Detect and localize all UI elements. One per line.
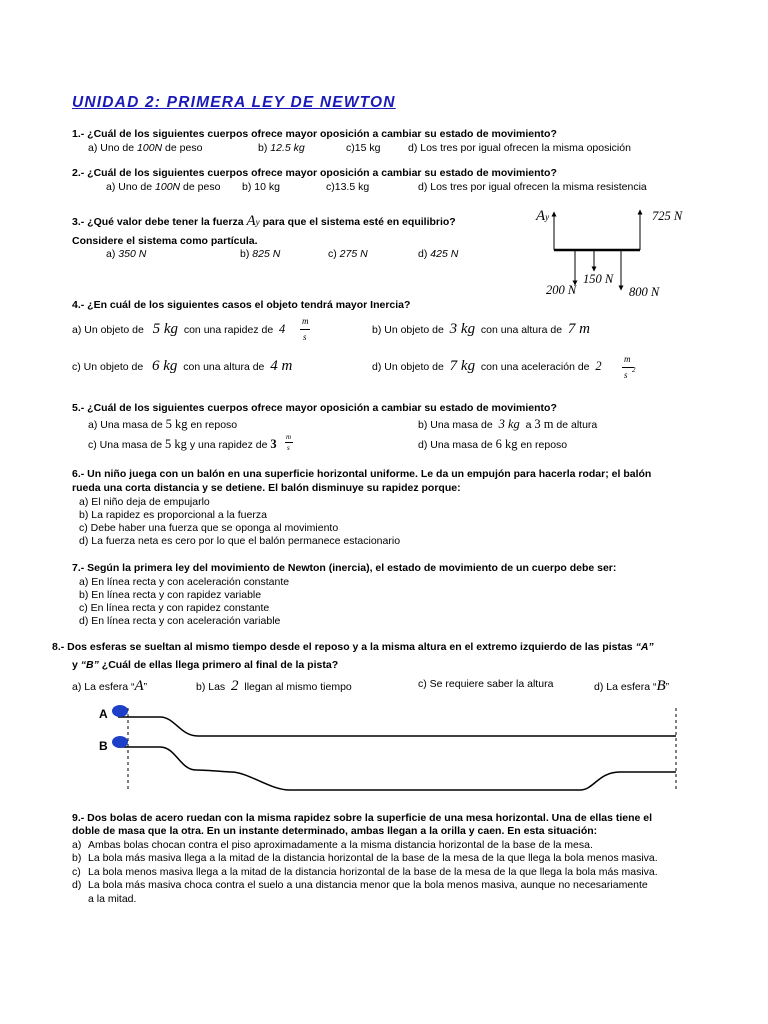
q9-option-b-letter: b) [72, 852, 82, 864]
label-150: 150 N [583, 272, 614, 286]
q2-option-a: a) Uno de 100N de peso [106, 181, 221, 193]
q4-question: 4.- ¿En cuál de los siguientes casos el objeto tendrá mayor Inercia? [72, 299, 411, 311]
label-ay: Ay [536, 208, 550, 224]
q8-option-c: c) Se requiere saber la altura [418, 678, 554, 690]
q1-option-b: b) 12.5 kg [258, 142, 305, 154]
q1-option-a: a) Uno de 100N de peso [88, 142, 203, 154]
q7-option-b: b) En línea recta y con rapidez variable [79, 589, 262, 601]
ball-a [112, 705, 128, 717]
track-b-label: B [99, 739, 108, 753]
q2-question: 2.- ¿Cuál de los siguientes cuerpos ofrece mayor oposición a cambiar su estado de movimiento? [72, 167, 557, 179]
q9-option-c-letter: c) [72, 866, 81, 878]
q9-option-a-letter: a) [72, 839, 82, 851]
q6-line2: rueda una corta distancia y se detiene. El balón disminuye su rapidez porque: [72, 482, 461, 494]
q9-option-c: La bola menos masiva llega a la mitad de la distancia horizontal de la base de la mesa de la que llega la bola más masiva. [88, 866, 658, 878]
q9-option-a: Ambas bolas chocan contra el piso aproximadamente a la misma distancia horizontal de la base de la mesa. [88, 839, 593, 851]
q3-option-a: a) 350 N [106, 248, 147, 260]
q8-option-a: a) La esfera “A” [72, 678, 148, 694]
q6-option-b: b) La rapidez es proporcional a la fuerza [79, 509, 267, 521]
q6-option-a: a) El niño deja de empujarlo [79, 496, 210, 508]
q3-option-c: c) 275 N [328, 248, 368, 260]
q8-option-b: b) Las 2 llegan al mismo tiempo [196, 678, 352, 694]
q7-option-a: a) En línea recta y con aceleración constante [79, 576, 290, 588]
q4-a-unit-num: m [302, 316, 309, 326]
q6-option-c: c) Debe haber una fuerza que se oponga al movimiento [79, 522, 339, 534]
q3-option-d: d) 425 N [418, 248, 459, 260]
q1-question: 1.- ¿Cuál de los siguientes cuerpos ofrece mayor oposición a cambiar su estado de movimiento? [72, 128, 557, 140]
q3-option-b: b) 825 N [240, 248, 281, 260]
q5-c-unit-den: s [287, 444, 290, 452]
q4-option-c: c) Un objeto de 6 kg con una altura de 4 m [72, 358, 293, 374]
q5-c-unit-num: m [286, 433, 292, 441]
q2-option-d: d) Los tres por igual ofrecen la misma resistencia [418, 181, 647, 193]
q4-d-unit-den: s [624, 370, 628, 380]
q9-option-b: La bola más masiva llega a la mitad de la distancia horizontal de la base de la mesa de la que llega la bola menos masiva. [88, 852, 658, 864]
q5-option-d: d) Una masa de 6 kg en reposo [418, 437, 568, 451]
q4-option-a: a) Un objeto de 5 kg con una rapidez de 4 [72, 321, 286, 337]
q2-option-c: c)13.5 kg [326, 181, 370, 193]
q3-line2: Considere el sistema como partícula. [72, 235, 258, 247]
q1-option-c: c)15 kg [346, 142, 381, 154]
q9-option-d-cont: a la mitad. [88, 893, 137, 905]
q4-d-unit-exp: 2 [632, 366, 636, 374]
q7-question: 7.- Según la primera ley del movimiento de Newton (inercia), el estado de movimiento de un cuerpo debe ser: [72, 562, 617, 574]
q8-line1: 8.- Dos esferas se sueltan al mismo tiempo desde el reposo y a la misma altura en el extremo izquierdo de las pistas “A” [52, 641, 654, 653]
track-a [118, 717, 676, 736]
q1-option-d: d) Los tres por igual ofrecen la misma oposición [408, 142, 631, 154]
q2-option-b: b) 10 kg [242, 181, 280, 193]
q4-option-b: b) Un objeto de 3 kg con una altura de 7 m [372, 321, 591, 337]
q9-line2: doble de masa que la otra. En un instante determinado, ambas llegan a la orilla y caen. En esta situación: [72, 825, 598, 837]
q4-a-unit-den: s [303, 332, 307, 342]
q5-option-b: b) Una masa de 3 kg a 3 m de altura [418, 417, 598, 431]
q5-option-a: a) Una masa de 5 kg en reposo [88, 417, 238, 431]
ball-b [112, 736, 128, 748]
q8-option-d: d) La esfera “B” [594, 678, 670, 694]
q3-question: 3.- ¿Qué valor debe tener la fuerza Ay para que el sistema esté en equilibrio? [72, 213, 456, 229]
q9-option-d-letter: d) [72, 879, 82, 891]
q4-d-unit-num: m [624, 354, 631, 364]
label-800: 800 N [629, 285, 660, 299]
q8-line2: y “B” ¿Cuál de ellas llega primero al final de la pista? [72, 659, 339, 671]
q9-option-d: La bola más masiva choca contra el suelo a una distancia menor que la bola menos masiva, aunque no necesariamente [88, 879, 648, 891]
page-title: UNIDAD 2: PRIMERA LEY DE NEWTON [72, 94, 396, 111]
track-b [118, 747, 676, 790]
label-725: 725 N [652, 209, 683, 223]
track-a-label: A [99, 707, 108, 721]
q7-option-d: d) En línea recta y con aceleración variable [79, 615, 281, 627]
q5-option-c: c) Una masa de 5 kg y una rapidez de 3 [88, 437, 277, 451]
q4-option-d: d) Un objeto de 7 kg con una aceleración de 2 [372, 358, 602, 374]
q5-question: 5.- ¿Cuál de los siguientes cuerpos ofrece mayor oposición a cambiar su estado de movimiento? [72, 402, 557, 414]
q6-line1: 6.- Un niño juega con un balón en una superficie horizontal uniforme. Le da un empujón para hacerla rodar; el balón [72, 468, 652, 480]
label-200: 200 N [546, 283, 577, 297]
q7-option-c: c) En línea recta y con rapidez constante [79, 602, 270, 614]
q6-option-d: d) La fuerza neta es cero por lo que el balón permanece estacionario [79, 535, 401, 547]
q9-line1: 9.- Dos bolas de acero ruedan con la misma rapidez sobre la superficie de una mesa horizontal. Una de ellas tiene el [72, 812, 653, 824]
